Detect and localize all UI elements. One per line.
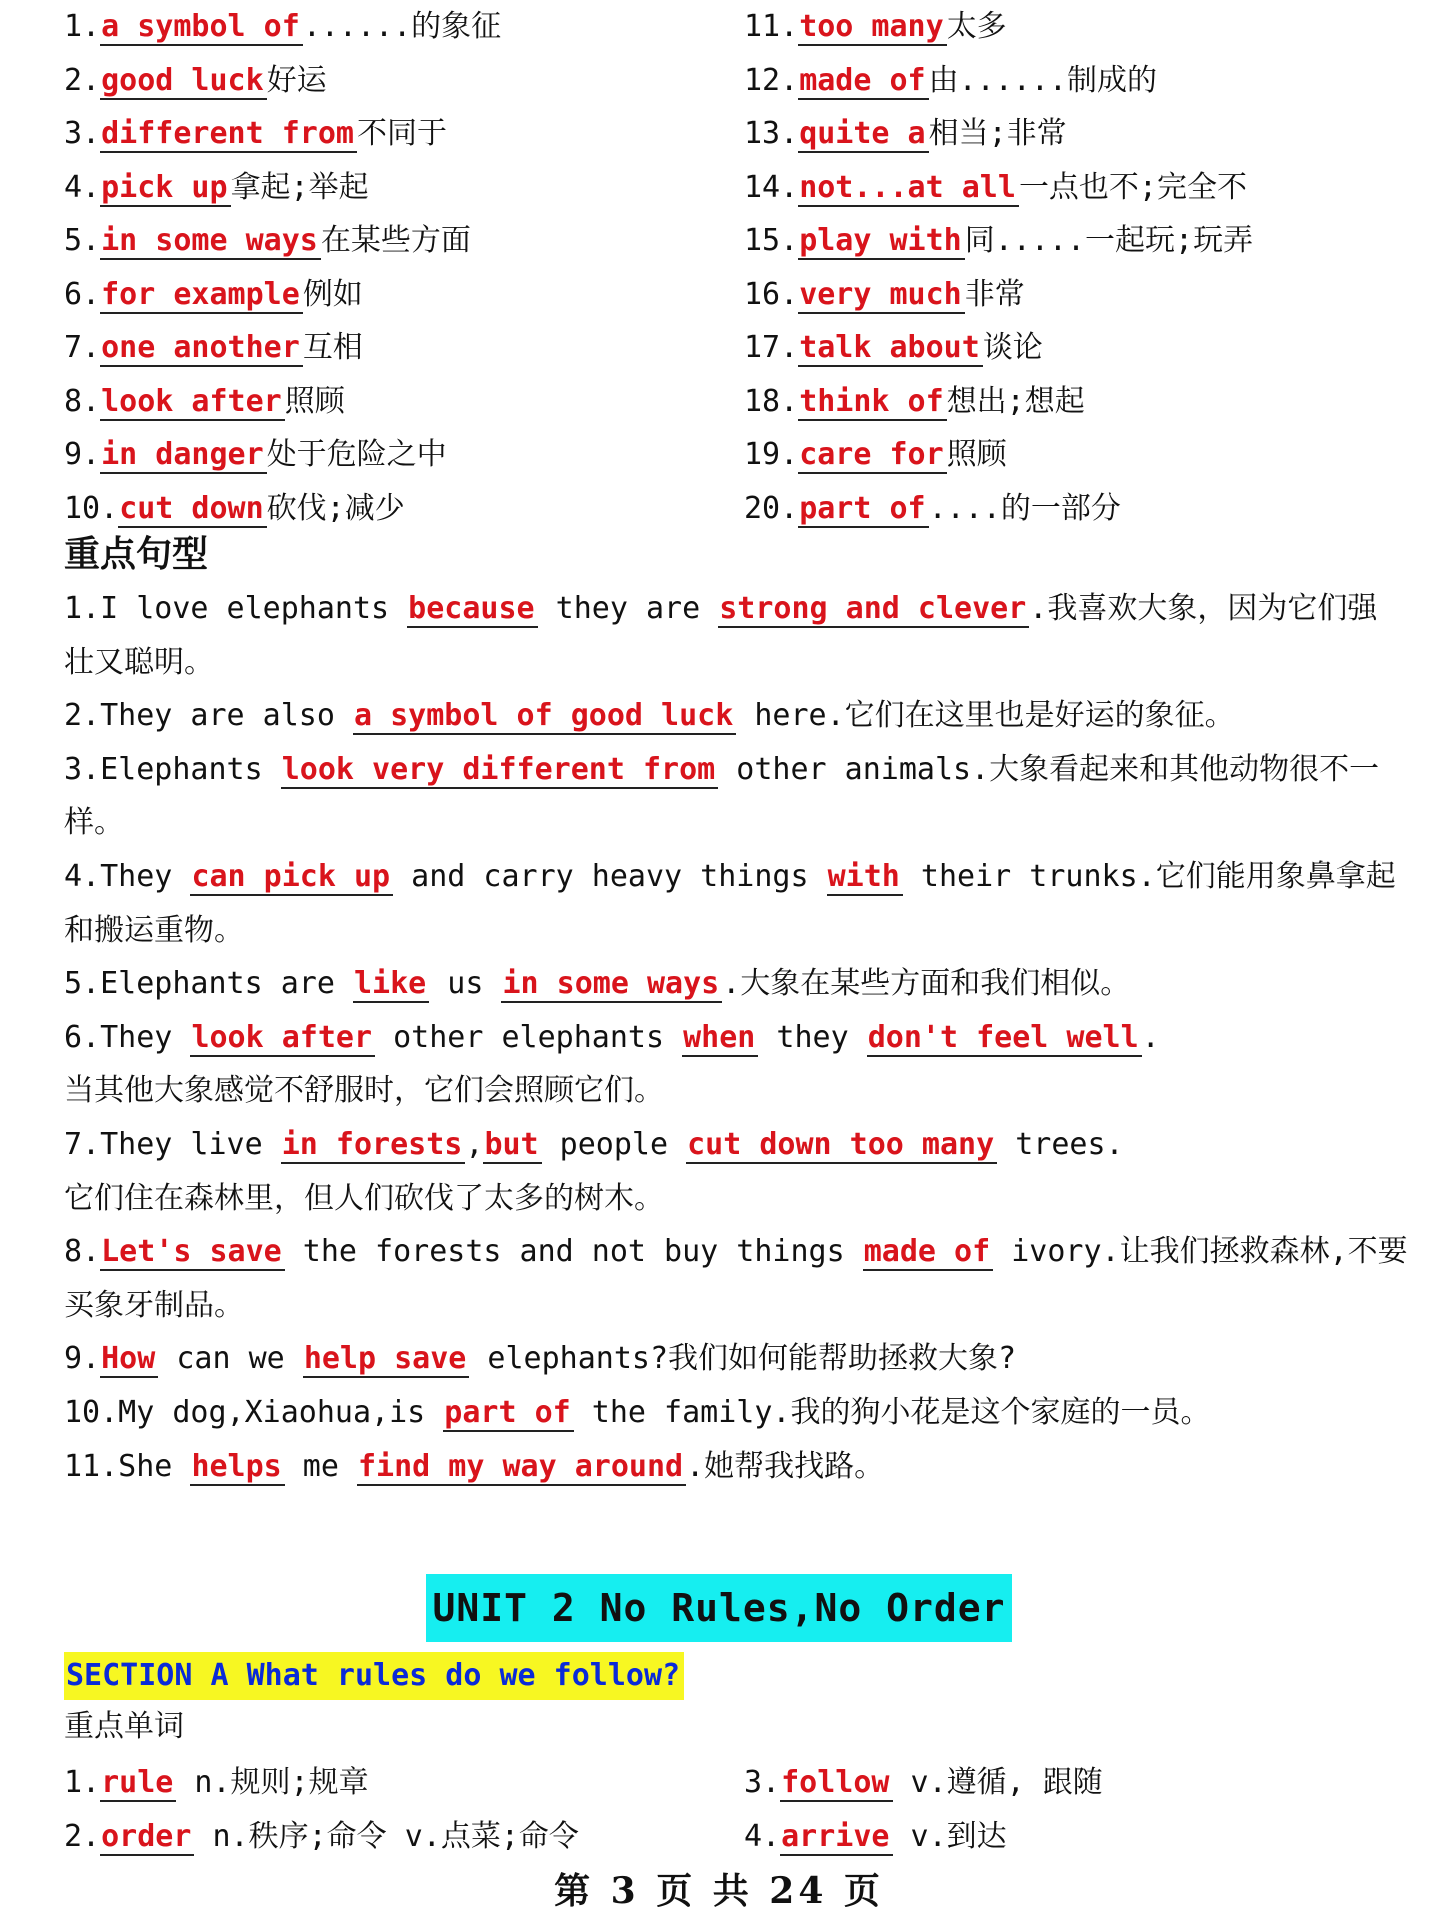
- answer-blank: part of: [798, 491, 928, 528]
- sentence-line: 1.I love elephants because they are strong and clever .我喜欢大象，因为它们强: [64, 591, 1378, 626]
- answer-blank: play with: [798, 223, 965, 260]
- sentence-line: 11.She helps me find my way around .她帮我找路。: [64, 1448, 885, 1484]
- sentence-line: 当其他大象感觉不舒服时，它们会照顾它们。: [64, 1073, 664, 1109]
- answer-blank: can pick up: [190, 859, 393, 896]
- sentence-line: 3.Elephants look very different from other animals.大象看起来和其他动物很不一: [64, 751, 1380, 787]
- phrase-item: 6.for example 例如: [64, 276, 363, 312]
- sentence-line: 买象牙制品。: [64, 1287, 244, 1323]
- vocab-item: 1.rule n.规则;规章: [64, 1765, 369, 1800]
- answer-blank: like: [353, 966, 429, 1003]
- phrase-item: 2.good luck 好运: [64, 62, 327, 98]
- answer-blank: Let's save: [100, 1234, 285, 1271]
- phrase-item: 8.look after 照顾: [64, 383, 345, 419]
- answer-blank: not...at all: [798, 170, 1019, 207]
- unit-title: UNIT 2 No Rules,No Order: [426, 1574, 1011, 1642]
- section-title: SECTION A What rules do we follow?: [64, 1652, 684, 1700]
- sentence-heading: 重点句型: [64, 534, 209, 575]
- phrase-item: 5.in some ways 在某些方面: [64, 223, 471, 258]
- answer-blank: cut down too many: [686, 1127, 997, 1164]
- vocab-item: 4.arrive v.到达: [744, 1818, 1007, 1854]
- sentence-line: 5.Elephants are like us in some ways .大象在某些方面和我们相似。: [64, 966, 1131, 1002]
- answer-blank: strong and clever: [718, 591, 1029, 628]
- answer-blank: arrive: [780, 1819, 892, 1856]
- phrase-item: 15.play with 同.....一起玩;玩弄: [744, 223, 1254, 258]
- answer-blank: How: [100, 1341, 158, 1378]
- phrase-item: 13.quite a 相当;非常: [744, 116, 1067, 151]
- sentence-line: 壮又聪明。: [64, 644, 214, 680]
- answer-blank: care for: [798, 437, 947, 474]
- answer-blank: when: [682, 1020, 758, 1057]
- sentence-line: 6.They look after other elephants when they don't feel well .: [64, 1019, 1160, 1055]
- vocab-item: 2.order n.秩序;命令 v.点菜;命令: [64, 1818, 579, 1854]
- answer-blank: part of: [443, 1395, 573, 1432]
- answer-blank: with: [827, 859, 903, 896]
- answer-blank: quite a: [798, 116, 928, 153]
- answer-blank: don't feel well: [867, 1020, 1142, 1057]
- sentence-line: 和搬运重物。: [64, 912, 244, 948]
- phrase-item: 18.think of 想出;想起: [744, 383, 1085, 419]
- phrase-item: 20.part of ....的一部分: [744, 490, 1121, 526]
- answer-blank: made of: [798, 63, 928, 100]
- answer-blank: helps: [190, 1449, 284, 1486]
- page-number: 3: [610, 1870, 640, 1912]
- phrase-item: 9.in danger 处于危险之中: [64, 437, 447, 472]
- page-footer: 第 3 页 共 24 页: [554, 1870, 884, 1912]
- answer-blank: good luck: [100, 63, 267, 100]
- answer-blank: find my way around: [357, 1449, 686, 1486]
- answer-blank: for example: [100, 277, 303, 314]
- answer-blank: follow: [780, 1765, 892, 1802]
- answer-blank: look after: [100, 384, 285, 421]
- answer-blank: talk about: [798, 330, 983, 367]
- answer-blank: but: [483, 1127, 541, 1164]
- answer-blank: one another: [100, 330, 303, 367]
- answer-blank: very much: [798, 277, 965, 314]
- answer-blank: order: [100, 1819, 194, 1856]
- sentence-line: 10.My dog,Xiaohua,is part of the family.我的狗小花是这个家庭的一员。: [64, 1394, 1211, 1430]
- sentence-line: 样。: [64, 805, 124, 841]
- page-total: 24: [769, 1870, 828, 1912]
- sentence-list: [64, 582, 1408, 1493]
- sentence-line: 7.They live in forests ,but people cut down too many trees.: [64, 1126, 1124, 1162]
- phrase-column-right: [744, 0, 1394, 535]
- phrase-item: 14.not...at all 一点也不;完全不: [744, 169, 1247, 205]
- answer-blank: in some ways: [100, 223, 321, 260]
- answer-blank: too many: [798, 9, 947, 46]
- answer-blank: rule: [100, 1765, 176, 1802]
- vocab-column-left: [64, 1756, 579, 1863]
- phrase-item: 1.a symbol of ......的象征: [64, 9, 502, 44]
- phrase-item: 3.different from 不同于: [64, 116, 447, 151]
- sentence-line: 9.How can we help save elephants?我们如何能帮助拯救大象?: [64, 1341, 1017, 1377]
- answer-blank: help save: [303, 1341, 470, 1378]
- vocab-heading: 重点单词: [64, 1709, 184, 1744]
- phrase-item: 16.very much 非常: [744, 276, 1025, 312]
- phrase-item: 17.talk about 谈论: [744, 330, 1043, 365]
- phrase-item: 11.too many 太多: [744, 9, 1007, 44]
- answer-blank: cut down: [118, 491, 267, 528]
- answer-blank: made of: [863, 1234, 993, 1271]
- phrase-item: 7.one another 互相: [64, 330, 363, 365]
- answer-blank: in danger: [100, 437, 267, 474]
- sentence-line: 2.They are also a symbol of good luck here.它们在这里也是好运的象征。: [64, 698, 1235, 734]
- phrase-item: 4.pick up 拿起;举起: [64, 169, 369, 205]
- phrase-column-left: [64, 0, 734, 535]
- answer-blank: because: [407, 591, 537, 628]
- answer-blank: look very different from: [281, 752, 718, 789]
- answer-blank: a symbol of good luck: [353, 698, 736, 735]
- section-title-row: [64, 1652, 684, 1700]
- phrase-item: 12.made of 由......制成的: [744, 62, 1157, 98]
- unit-title-row: [0, 1574, 1438, 1642]
- answer-blank: a symbol of: [100, 9, 303, 46]
- sentence-line: 8.Let's save the forests and not buy things made of ivory.让我们拯救森林,不要: [64, 1234, 1408, 1270]
- answer-blank: pick up: [100, 170, 230, 207]
- answer-blank: in some ways: [501, 966, 722, 1003]
- phrase-item: 19.care for 照顾: [744, 437, 1007, 472]
- vocab-item: 3.follow v.遵循, 跟随: [744, 1765, 1103, 1800]
- sentence-line: 它们住在森林里，但人们砍伐了太多的树木。: [64, 1180, 664, 1216]
- sentence-line: 4.They can pick up and carry heavy things with their trunks.它们能用象鼻拿起: [64, 858, 1396, 894]
- answer-blank: think of: [798, 384, 947, 421]
- phrase-item: 10.cut down 砍伐;减少: [64, 490, 405, 526]
- answer-blank: look after: [190, 1020, 375, 1057]
- answer-blank: different from: [100, 116, 357, 153]
- answer-blank: in forests: [281, 1127, 466, 1164]
- vocab-column-right: [744, 1756, 1103, 1863]
